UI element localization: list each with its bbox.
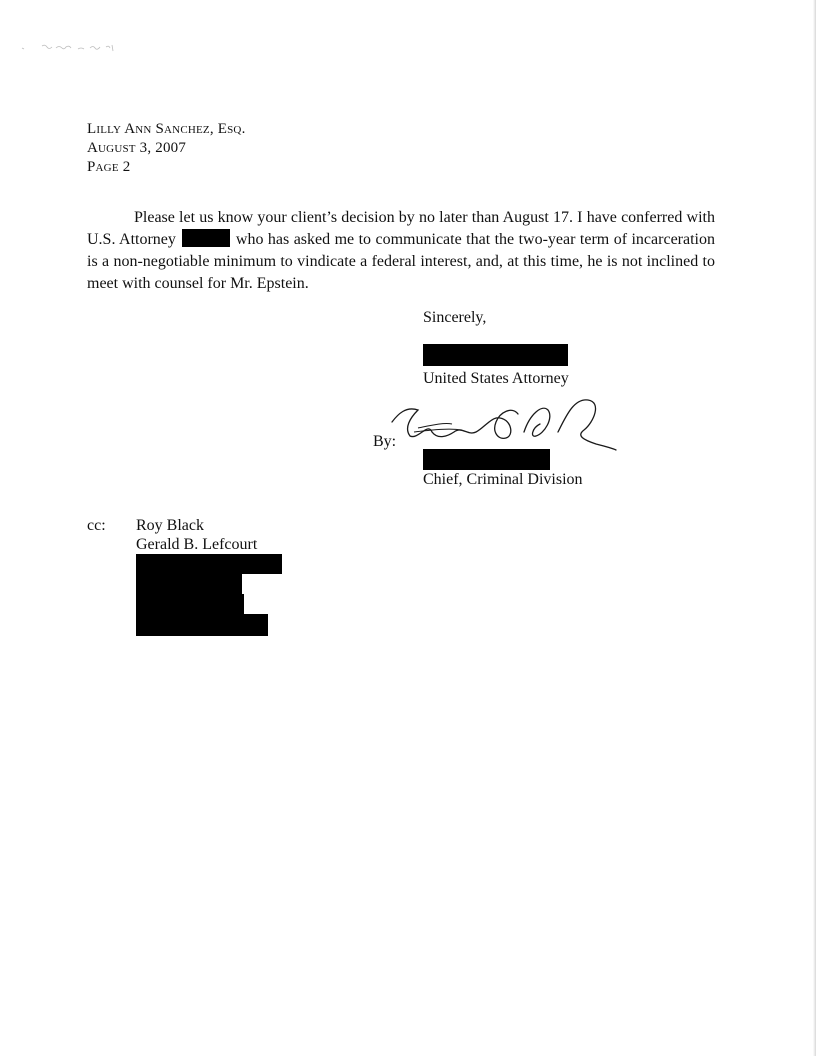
scan-artifact-scribble	[20, 40, 130, 60]
recipient-line: Lilly Ann Sanchez, Esq.	[87, 121, 246, 137]
body-paragraph	[87, 207, 715, 295]
body-text-part2: who has asked me to communicate that the two-year term of incarceration is a non-negotiable minimum to vindicate a federal interest, and, at this time, he is not inclined to meet with counsel for Mr. Epstein.	[87, 231, 715, 292]
redacted-cc-line-1	[136, 554, 282, 574]
page-header	[87, 120, 246, 177]
us-attorney-title: United States Attorney	[423, 370, 569, 387]
cc-list	[136, 516, 257, 554]
redacted-cc-line-2	[136, 574, 242, 594]
cc-name-gerald-lefcourt: Gerald B. Lefcourt	[136, 536, 258, 553]
handwritten-signature	[388, 392, 618, 454]
redacted-us-attorney-name	[182, 229, 230, 247]
chief-title: Chief, Criminal Division	[423, 471, 583, 488]
redacted-chief-name	[423, 449, 550, 470]
cc-label: cc:	[87, 517, 106, 534]
redacted-cc-line-3	[136, 594, 244, 614]
redacted-signatory-name	[423, 344, 568, 366]
by-label: By:	[373, 433, 397, 450]
page-number-line: Page 2	[87, 159, 131, 175]
salutation: Sincerely,	[423, 309, 487, 326]
date-line: August 3, 2007	[87, 140, 187, 156]
cc-name-roy-black: Roy Black	[136, 517, 204, 534]
redacted-cc-line-4	[136, 614, 268, 636]
body-text-part1: Please let us know your client’s decision by no later than August 17. I have conferred with U.S. Attorney	[87, 209, 715, 248]
